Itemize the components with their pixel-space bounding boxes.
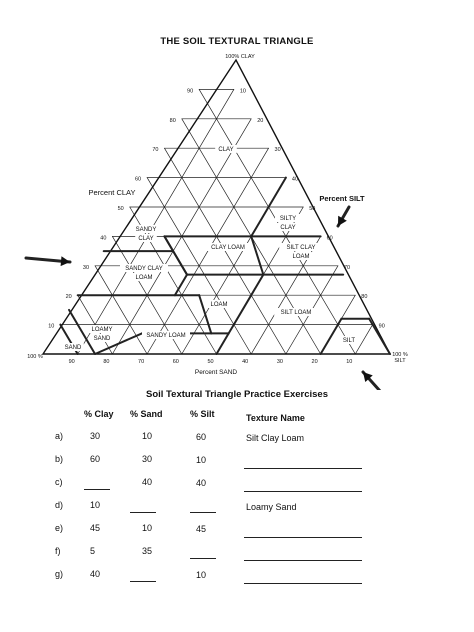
class-label-sandy-loam: SANDY LOAM: [146, 333, 186, 339]
cell-sand: 10: [142, 523, 153, 533]
row-label: d): [55, 500, 64, 510]
clay-tick-label: 90: [187, 88, 194, 95]
silt-tick-label: 60: [326, 235, 333, 242]
header-silt: % Silt: [190, 409, 215, 419]
sand-tick-label: 80: [103, 359, 110, 365]
clay-tick-label: 20: [65, 294, 72, 301]
header-clay: % Clay: [84, 409, 114, 419]
cell-silt: 45: [196, 524, 207, 534]
sand-tick-label: 60: [172, 359, 179, 365]
silt-tick-label: 90: [378, 323, 385, 330]
cell-sand: 10: [142, 431, 153, 441]
cell-sand: 35: [142, 546, 153, 556]
sand-tick-label: 30: [276, 359, 283, 365]
clay-tick-label: 80: [169, 117, 176, 124]
cell-silt: 10: [196, 570, 207, 580]
sand-tick-label: 20: [311, 359, 318, 365]
class-label-loam: LOAM: [210, 302, 228, 308]
clay-tick-label: 50: [117, 206, 124, 212]
sand-tick-label: 90: [68, 359, 75, 365]
sand-tick-label: 70: [138, 359, 145, 365]
clay-tick-label: 30: [82, 264, 90, 271]
top-clay-label: 100% CLAY: [225, 54, 255, 60]
row-label: g): [55, 569, 64, 579]
silt-tick-label: 30: [274, 147, 281, 154]
row-label: a): [55, 431, 64, 441]
blank-clay[interactable]: [84, 489, 110, 490]
cell-clay: 10: [90, 500, 101, 510]
class-boundary: [175, 275, 187, 296]
blank-texture-name[interactable]: [244, 537, 362, 538]
blank-texture-name[interactable]: [244, 583, 362, 584]
blank-sand[interactable]: [130, 581, 156, 582]
corner-silt-label-word: SILT: [394, 358, 406, 364]
cell-clay: 45: [90, 523, 101, 533]
row-label: c): [55, 477, 63, 487]
clay-tick-label: 10: [48, 323, 55, 330]
sand-tick-label: 40: [242, 359, 249, 365]
axis-sand-label: Percent SAND: [194, 369, 238, 376]
exercises-title: Soil Textural Triangle Practice Exercises: [146, 389, 328, 400]
sand-tick-label: 50: [207, 359, 214, 365]
row-label: e): [55, 523, 64, 533]
silt-tick-label: 40: [291, 176, 299, 183]
clay-tick-label: 60: [134, 176, 142, 183]
header-texture-name: Texture Name: [246, 413, 305, 423]
class-label-silt-clay-loam: LOAM: [292, 254, 310, 260]
class-label-sandy-clay: SANDY: [135, 227, 157, 233]
clay-tick-label: 40: [100, 235, 107, 242]
blank-texture-name[interactable]: [244, 491, 362, 492]
class-label-clay: CLAY: [218, 147, 234, 153]
class-label-sandy-clay: CLAY: [138, 236, 154, 242]
silt-tick-label: 50: [309, 206, 316, 212]
blank-texture-name[interactable]: [244, 468, 362, 469]
triangle-title: THE SOIL TEXTURAL TRIANGLE: [160, 36, 314, 47]
cell-silt: 10: [196, 455, 207, 465]
class-label-loamy-sand: SAND: [93, 336, 111, 342]
silt-tick-label: 10: [239, 88, 246, 95]
class-label-sandy-clay-loam: LOAM: [135, 275, 153, 281]
class-boundary: [217, 333, 229, 354]
blank-sand[interactable]: [130, 512, 156, 513]
blank-texture-name[interactable]: [244, 560, 362, 561]
cell-texture-name: Silt Clay Loam: [246, 433, 305, 443]
class-label-silty-clay: CLAY: [280, 225, 296, 231]
corner-silt-label: 100 %: [392, 352, 408, 358]
cell-clay: 5: [90, 546, 96, 556]
blank-silt[interactable]: [190, 558, 216, 559]
grid-line-silt: [78, 89, 234, 354]
class-label-clay-loam: CLAY LOAM: [211, 245, 245, 251]
cell-sand: 30: [142, 454, 153, 464]
axis-clay-label: Percent CLAY: [88, 188, 136, 197]
blank-silt[interactable]: [190, 512, 216, 513]
corner-sand-label: 100 %: [27, 354, 43, 360]
cell-silt: 60: [196, 432, 207, 442]
clay-arrow-head: [61, 256, 70, 266]
grid-line-sand: [164, 148, 285, 354]
cell-clay: 30: [90, 431, 101, 441]
class-label-silt-loam: SILT LOAM: [280, 310, 312, 316]
header-sand: % Sand: [130, 409, 163, 419]
class-label-sand: SAND: [64, 345, 82, 351]
class-label-silty-clay: SILTY: [279, 216, 297, 222]
cell-clay: 60: [90, 454, 101, 464]
cell-clay: 40: [90, 569, 101, 579]
class-label-silt-clay-loam: SILT CLAY: [286, 245, 316, 251]
silt-tick-label: 80: [361, 294, 368, 301]
class-label-sandy-clay-loam: SANDY CLAY: [125, 266, 163, 272]
silt-tick-label: 20: [257, 117, 264, 124]
row-label: b): [55, 454, 64, 464]
sand-tick-label: 10: [346, 359, 353, 365]
cell-silt: 40: [196, 478, 207, 488]
cell-texture-name: Loamy Sand: [246, 502, 297, 512]
class-label-silt: SILT: [342, 338, 356, 344]
class-label-loamy-sand: LOAMY: [91, 327, 113, 333]
class-boundary: [251, 236, 263, 274]
cell-sand: 40: [142, 477, 153, 487]
row-label: f): [55, 546, 61, 556]
clay-tick-label: 70: [152, 147, 159, 154]
silt-tick-label: 70: [343, 264, 351, 271]
axis-silt-label: Percent SILT: [319, 194, 365, 203]
